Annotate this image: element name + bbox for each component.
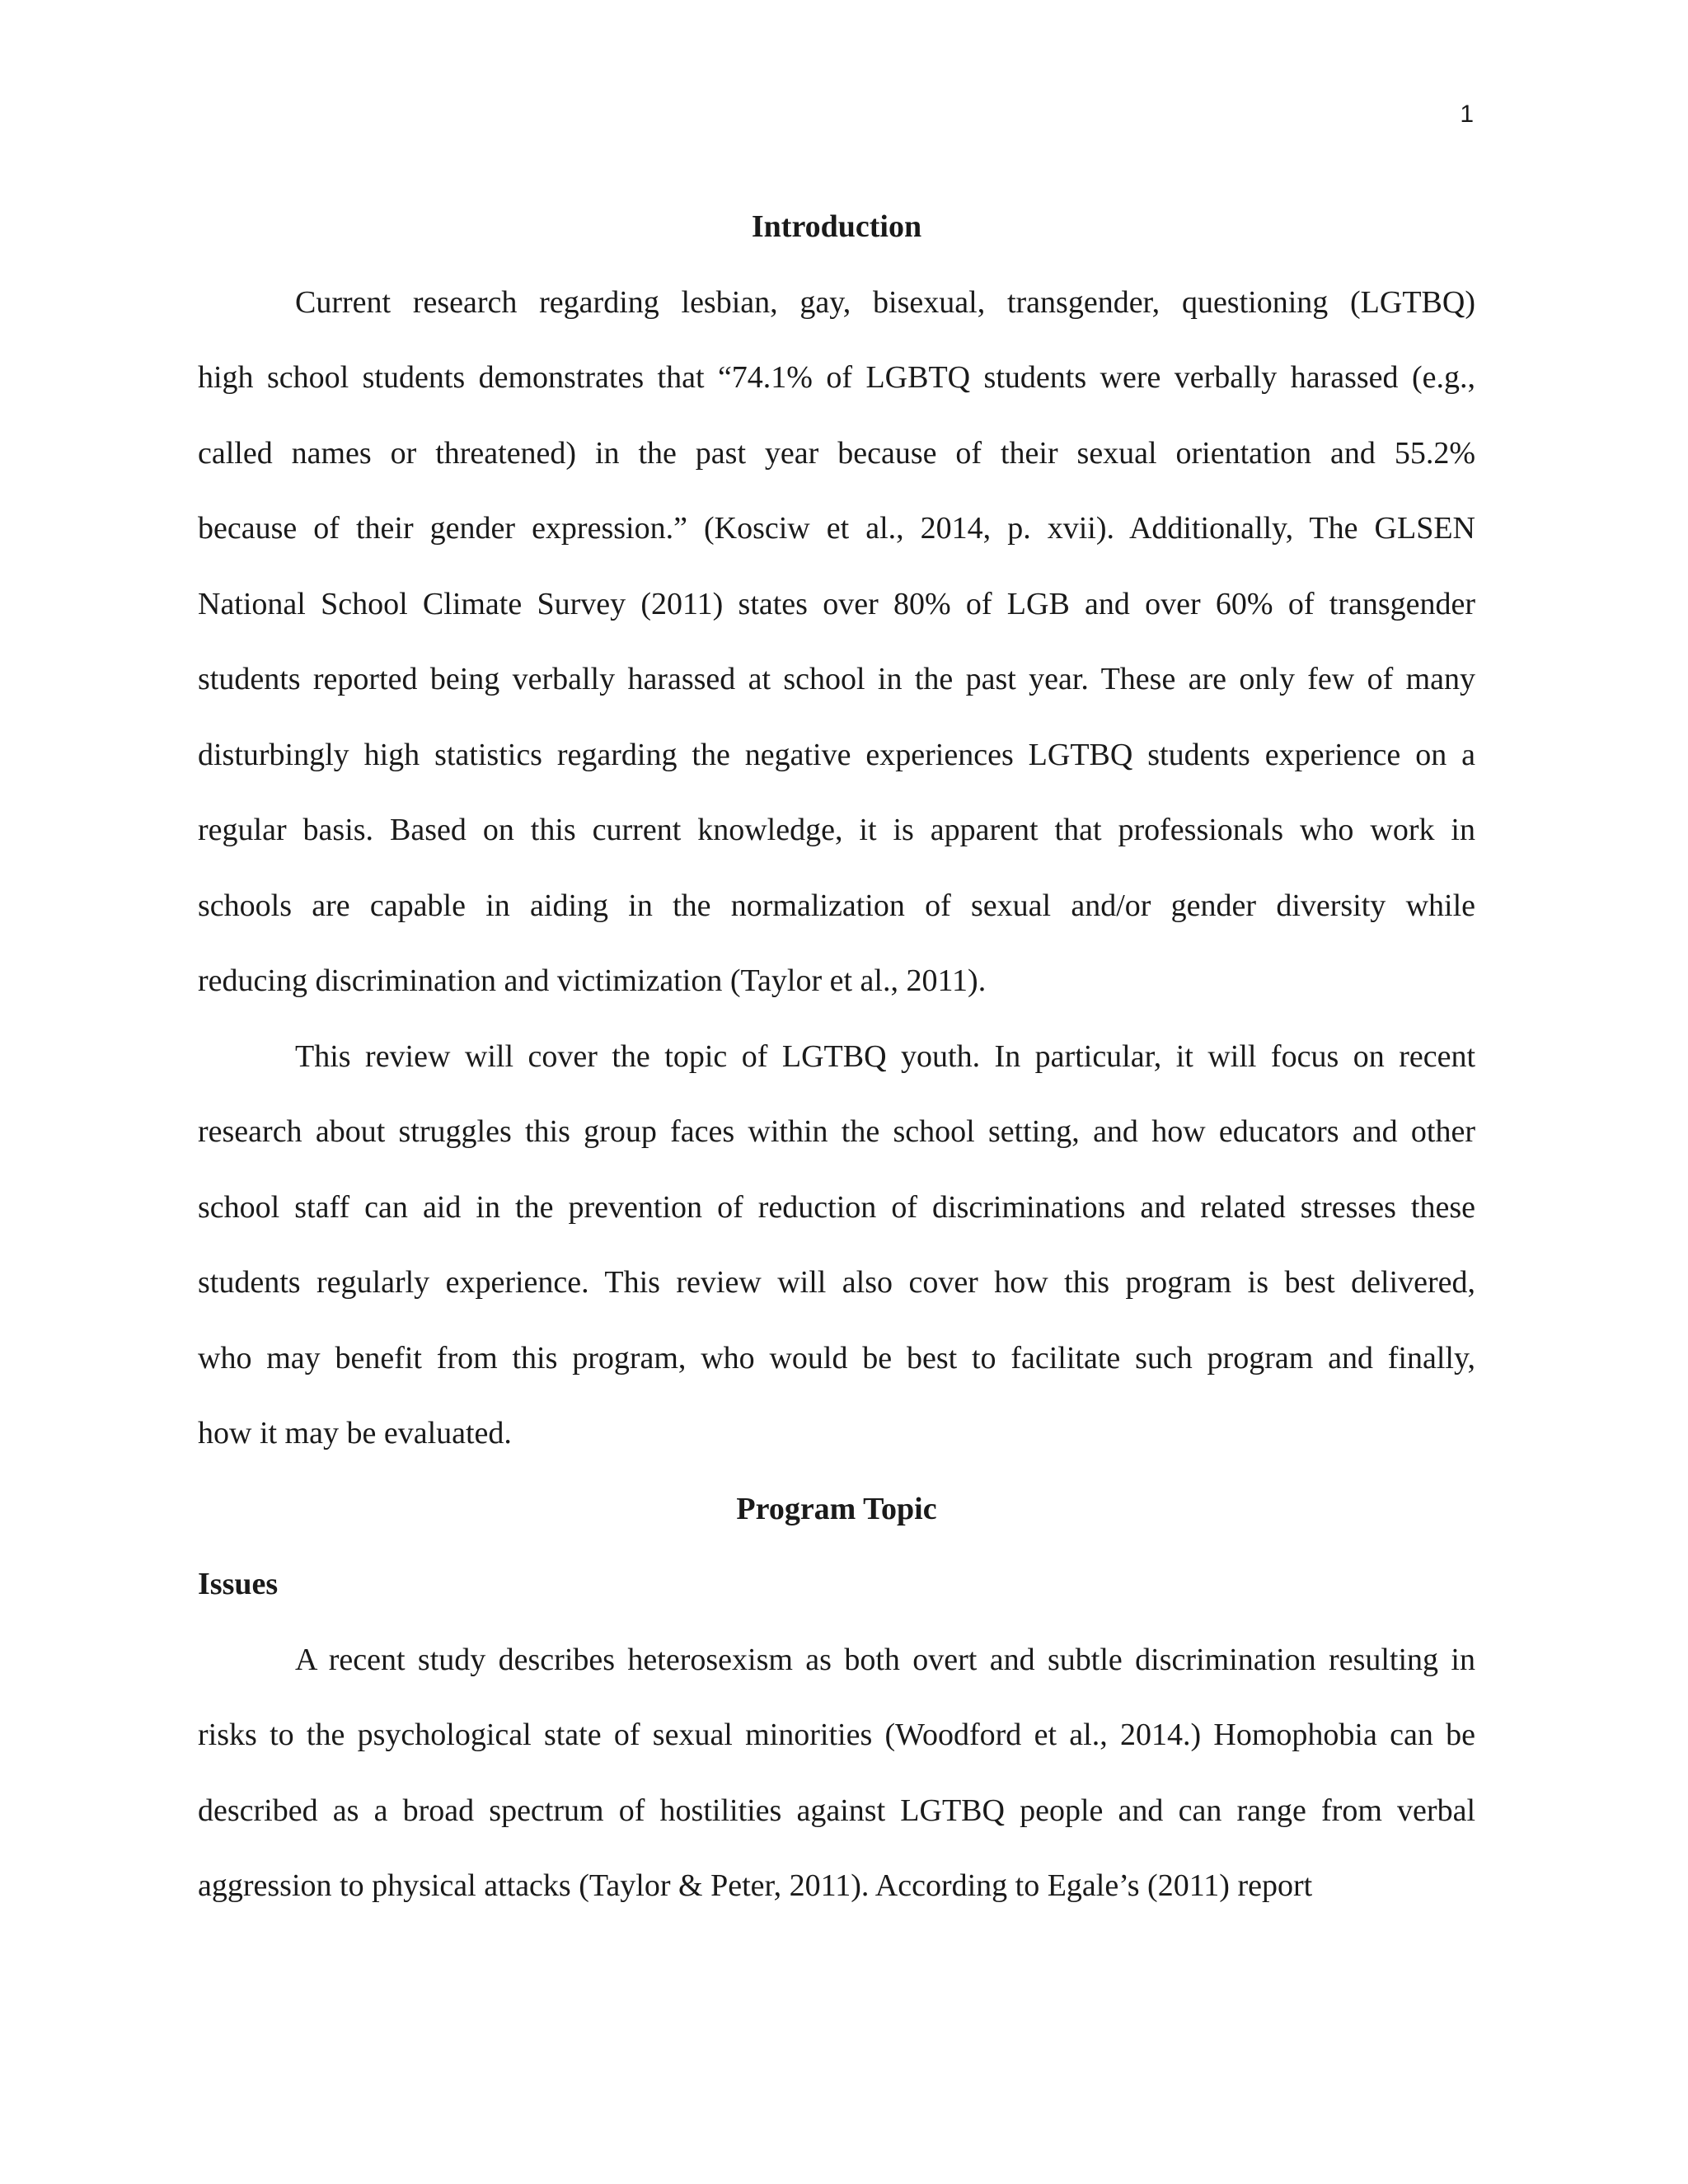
introduction-heading: Introduction [751,209,922,244]
text-line: regular basis. Based on this current knowledge, it is apparent that professionals who work in [198,813,1475,847]
text-line: aggression to physical attacks (Taylor & Peter, 2011). According to Egale’s (2011) report [198,1868,1313,1903]
text-line: high school students demonstrates that “74.1% of LGBTQ students were verbally harassed (e.g., [198,360,1475,395]
text-line: Current research regarding lesbian, gay, bisexual, transgender, questioning (LGTBQ) [295,284,1475,320]
text-line: reducing discrimination and victimization (Taylor et al., 2011). [198,963,987,998]
issues-heading: Issues [198,1567,279,1601]
issues-paragraph-1 [198,1623,1475,1924]
text-line: how it may be evaluated. [198,1416,512,1451]
text-line: A recent study describes heterosexism as both overt and subtle discrimination resulting in [295,1642,1475,1677]
text-line: students regularly experience. This review will also cover how this program is best delivered, [198,1265,1475,1300]
text-line: who may benefit from this program, who would be best to facilitate such program and finally, [198,1340,1475,1376]
text-line: This review will cover the topic of LGTBQ youth. In particular, it will focus on recent [295,1038,1475,1074]
text-line: described as a broad spectrum of hostilities against LGTBQ people and can range from verbal [198,1793,1475,1828]
document-body [198,190,1475,1924]
text-line: school staff can aid in the prevention of reduction of discriminations and related stresses these [198,1189,1475,1225]
program-topic-heading: Program Topic [736,1491,937,1526]
text-line: disturbingly high statistics regarding the negative experiences LGTBQ students experience on a [198,737,1475,772]
text-line: students reported being verbally harassed at school in the past year. These are only few of many [198,662,1475,696]
intro-paragraph-1 [198,265,1475,1019]
text-line: called names or threatened) in the past year because of their sexual orientation and 55.2% [198,435,1475,471]
text-line: National School Climate Survey (2011) states over 80% of LGB and over 60% of transgender [198,586,1475,621]
page-number: 1 [1460,101,1474,128]
text-line: research about struggles this group faces within the school setting, and how educators and other [198,1114,1475,1149]
text-line: schools are capable in aiding in the normalization of sexual and/or gender diversity while [198,888,1475,923]
text-line: risks to the psychological state of sexual minorities (Woodford et al., 2014.) Homophobia can be [198,1718,1475,1752]
text-line: because of their gender expression.” (Kosciw et al., 2014, p. xvii). Additionally, The GLSEN [198,511,1475,546]
intro-paragraph-2 [198,1019,1475,1472]
